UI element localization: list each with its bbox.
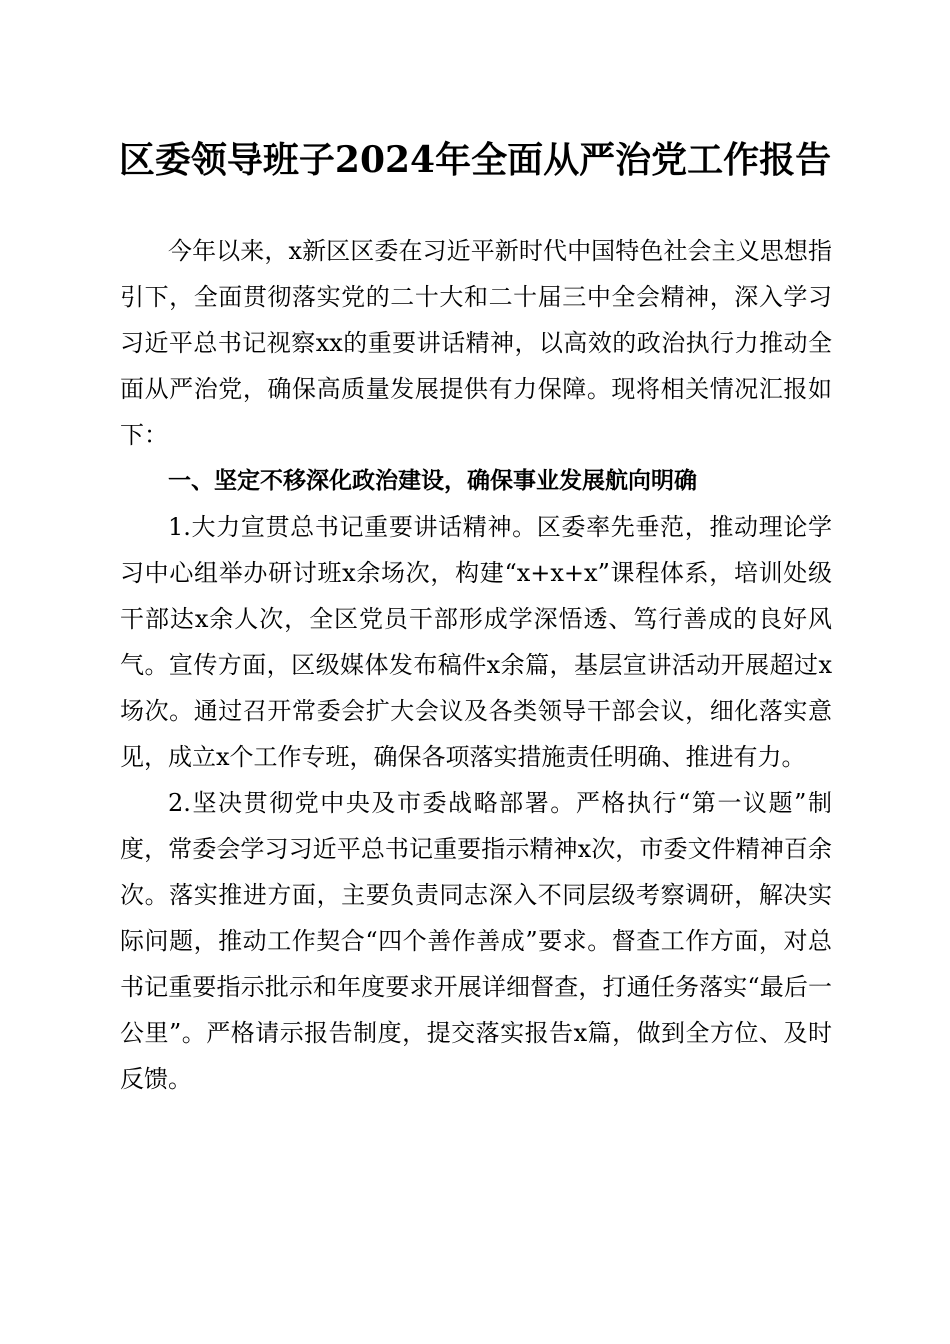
item-paragraph-1: 1.大力宣贯总书记重要讲话精神。区委率先垂范，推动理论学习中心组举办研讨班x余场次，构建“x+x+x”课程体系，培训处级干部达x余人次，全区党员干部形成学深悟透、笃行善成的良好风气。宣传方面，区级媒体发布稿件x余篇，基层宣讲活动开展超过x场次。通过召开常委会扩大会议及各类领导干部会议，细化落实意见，成立x个工作专班，确保各项落实措施责任明确、推进有力。 (120, 513, 832, 771)
document-title: 区委领导班子2024年全面从严治党工作报告 (118, 139, 832, 181)
item-paragraph-2: 2.坚决贯彻党中央及市委战略部署。严格执行“第一议题”制度，常委会学习习近平总书记重要指示精神x次，市委文件精神百余次。落实推进方面，主要负责同志深入不同层级考察调研，解决实际问题，推动工作契合“四个善作善成”要求。督查工作方面，对总书记重要指示批示和年度要求开展详细督查，打通任务落实“最后一公里”。严格请示报告制度，提交落实报告x篇，做到全方位、及时反馈。 (120, 789, 832, 1093)
document-body (120, 228, 832, 1102)
intro-paragraph: 今年以来，x新区区委在习近平新时代中国特色社会主义思想指引下，全面贯彻落实党的二十大和二十届三中全会精神，深入学习习近平总书记视察xx的重要讲话精神，以高效的政治执行力推动全面从严治党，确保高质量发展提供有力保障。现将相关情况汇报如下： (120, 237, 832, 449)
section-heading-1: 一、坚定不移深化政治建设，确保事业发展航向明确 (168, 468, 697, 494)
